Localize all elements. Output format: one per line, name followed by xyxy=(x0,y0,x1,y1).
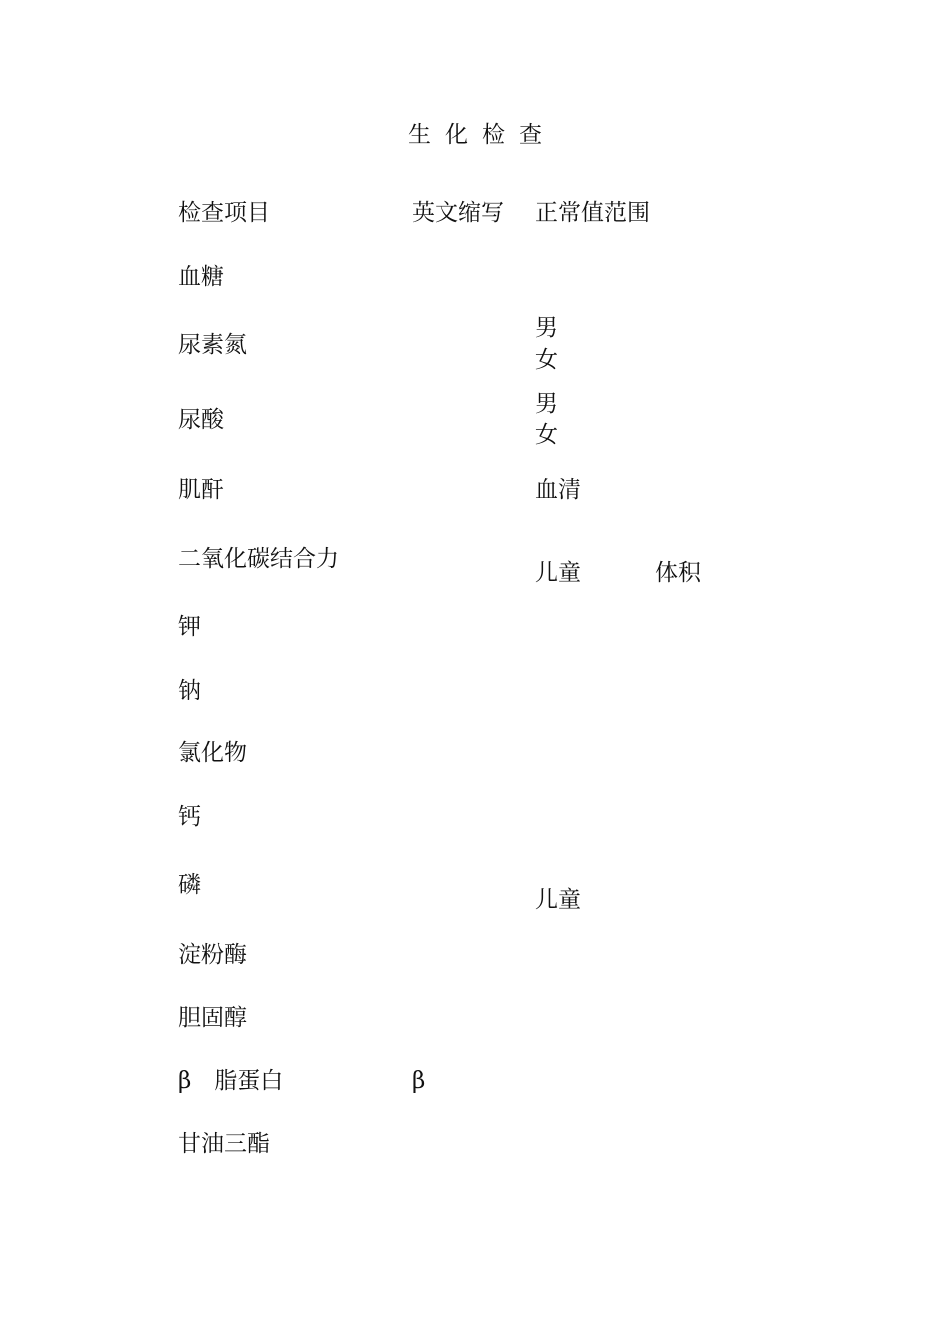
row-range-line: 男 xyxy=(535,315,558,341)
page-title: 生化检查 xyxy=(408,122,556,148)
row-item: 肌酐 xyxy=(178,477,224,503)
row-item: 钾 xyxy=(178,614,201,640)
row-abbr: β xyxy=(412,1068,426,1094)
row-item: 钙 xyxy=(178,804,201,830)
row-item: 甘油三酯 xyxy=(178,1131,270,1157)
row-item: β 脂蛋白 xyxy=(178,1068,284,1094)
row-item: 尿酸 xyxy=(178,407,224,433)
row-range: 儿童 xyxy=(535,560,581,586)
row-item: 血糖 xyxy=(178,264,224,290)
row-item: 二氧化碳结合力 xyxy=(178,546,339,572)
row-item: 钠 xyxy=(178,678,201,704)
header-range: 正常值范围 xyxy=(535,200,650,226)
row-range: 血清 xyxy=(535,477,581,503)
row-range: 儿童 xyxy=(535,887,581,913)
row-item: 尿素氮 xyxy=(178,332,247,358)
row-range-line: 女 xyxy=(535,347,558,373)
row-item: 胆固醇 xyxy=(178,1005,247,1031)
header-abbr: 英文缩写 xyxy=(412,200,504,226)
row-range-line: 女 xyxy=(535,422,558,448)
row-item: 氯化物 xyxy=(178,740,247,766)
row-item: 淀粉酶 xyxy=(178,942,247,968)
header-item: 检查项目 xyxy=(178,200,270,226)
row-range-line: 男 xyxy=(535,391,558,417)
row-range-extra: 体积 xyxy=(655,560,701,586)
row-item: 磷 xyxy=(178,872,201,898)
